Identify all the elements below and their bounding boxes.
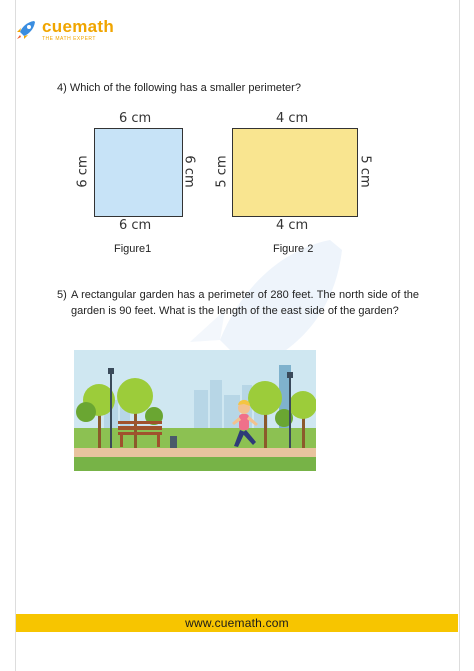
park-illustration (74, 350, 316, 471)
figure2-rectangle (232, 128, 358, 217)
logo-tagline: THE MATH EXPERT (42, 36, 96, 42)
rocket-icon (14, 18, 38, 42)
figure2-top-label: 4 cm (276, 111, 309, 126)
question-5 (57, 287, 419, 319)
figure1-bottom-label: 6 cm (119, 218, 152, 233)
figure1-right-label: 6 cm (181, 155, 197, 188)
figure2-caption: Figure 2 (273, 243, 314, 255)
cuemath-logo (14, 18, 114, 42)
question-5-text: A rectangular garden has a perimeter of 280 feet. The north side of the garden is 90 feet. What is the length of the east side of the garden? (71, 289, 419, 317)
figure1-caption: Figure1 (114, 243, 152, 255)
figure1-top-label: 6 cm (119, 111, 152, 126)
figure2-left-label: 5 cm (214, 155, 230, 188)
footer-bar (16, 614, 458, 632)
figure2-bottom-label: 4 cm (276, 218, 309, 233)
logo-name: cuemath (42, 17, 115, 36)
figure1-square (94, 128, 183, 217)
footer-url[interactable]: www.cuemath.com (185, 616, 289, 630)
figure1-left-label: 6 cm (75, 155, 91, 188)
question-4-text: 4) Which of the following has a smaller perimeter? (57, 82, 301, 94)
figure2-right-label: 5 cm (357, 155, 373, 188)
question-5-number: 5) (57, 289, 67, 301)
